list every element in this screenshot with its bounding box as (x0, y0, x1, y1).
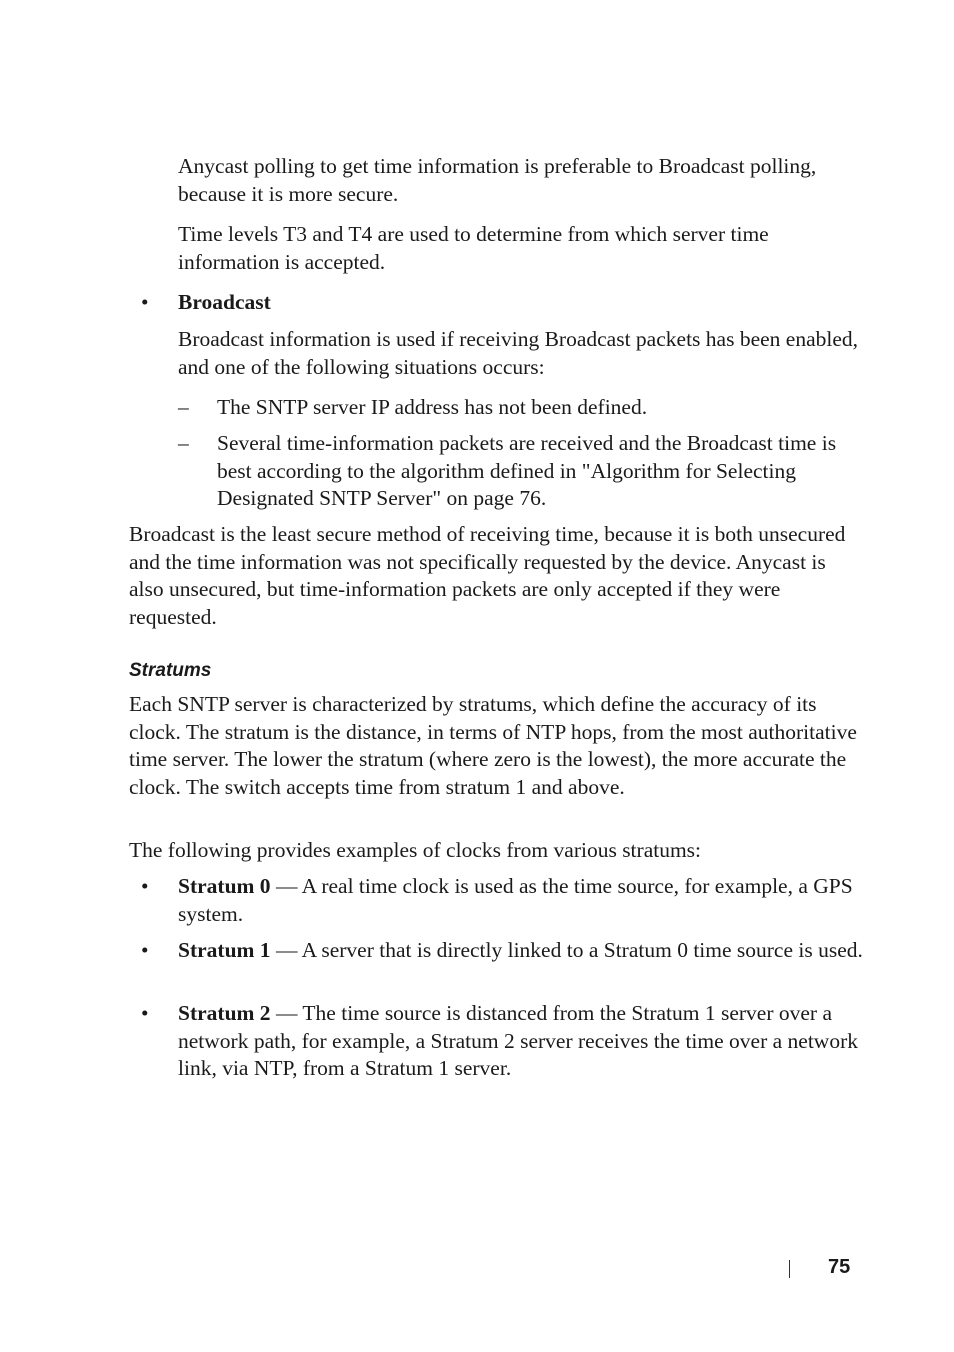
section-heading: Stratums (129, 660, 212, 681)
stratum-label: Stratum 2 (178, 1001, 271, 1025)
examples-paragraph: The following provides examples of clocks from various stratums: (129, 838, 702, 862)
dash-glyph: – (178, 431, 189, 455)
broadcast-info-paragraph: Broadcast information is used if receiving Broadcast packets has been enabled, and one of the following situations occurs: (178, 327, 859, 379)
bullet-glyph: • (141, 938, 149, 962)
dash-item: The SNTP server IP address has not been defined. (217, 395, 648, 419)
stratums-paragraph: Each SNTP server is characterized by stratums, which define the accuracy of its clock. The stratum is the distance, in terms of NTP hops, from the most authoritative time server. The lower the stratum (where zero is the lowest), the more accurate the clock. The switch accepts time from stratum 1 and above. (129, 692, 857, 799)
bullet-glyph: • (141, 1001, 149, 1025)
stratum-item (178, 937, 868, 965)
bullet-glyph: • (141, 874, 149, 898)
anycast-paragraph: Anycast polling to get time information is preferable to Broadcast polling, because it is more secure. (178, 154, 817, 206)
stratum-item (178, 1000, 868, 1083)
dash-glyph: – (178, 395, 189, 419)
page-number: 75 (828, 1256, 851, 1278)
footer-divider (789, 1260, 790, 1278)
stratum-text: — A server that is directly linked to a Stratum 0 time source is used. (270, 938, 863, 962)
stratum-text: — A real time clock is used as the time source, for example, a GPS system. (178, 874, 853, 926)
stratum-text: — The time source is distanced from the Stratum 1 server over a network path, for example, a Stratum 2 server receives the time over a network link, via NTP, from a Stratum 1 server. (178, 1001, 858, 1080)
stratum-label: Stratum 1 (178, 938, 271, 962)
least-secure-paragraph: Broadcast is the least secure method of receiving time, because it is both unsecured and the time information was not specifically requested by the device. Anycast is also unsecured, but time-information packets are only accepted if they were requested. (129, 522, 846, 629)
dash-item: Several time-information packets are received and the Broadcast time is best according to the algorithm defined in "Algorithm for Selecting Designated SNTP Server" on page 76. (217, 431, 837, 510)
broadcast-label: Broadcast (178, 290, 271, 314)
time-levels-paragraph: Time levels T3 and T4 are used to determine from which server time information is accepted. (178, 222, 769, 274)
bullet-glyph: • (141, 290, 149, 314)
stratum-label: Stratum 0 (178, 874, 271, 898)
stratum-item (178, 873, 868, 928)
